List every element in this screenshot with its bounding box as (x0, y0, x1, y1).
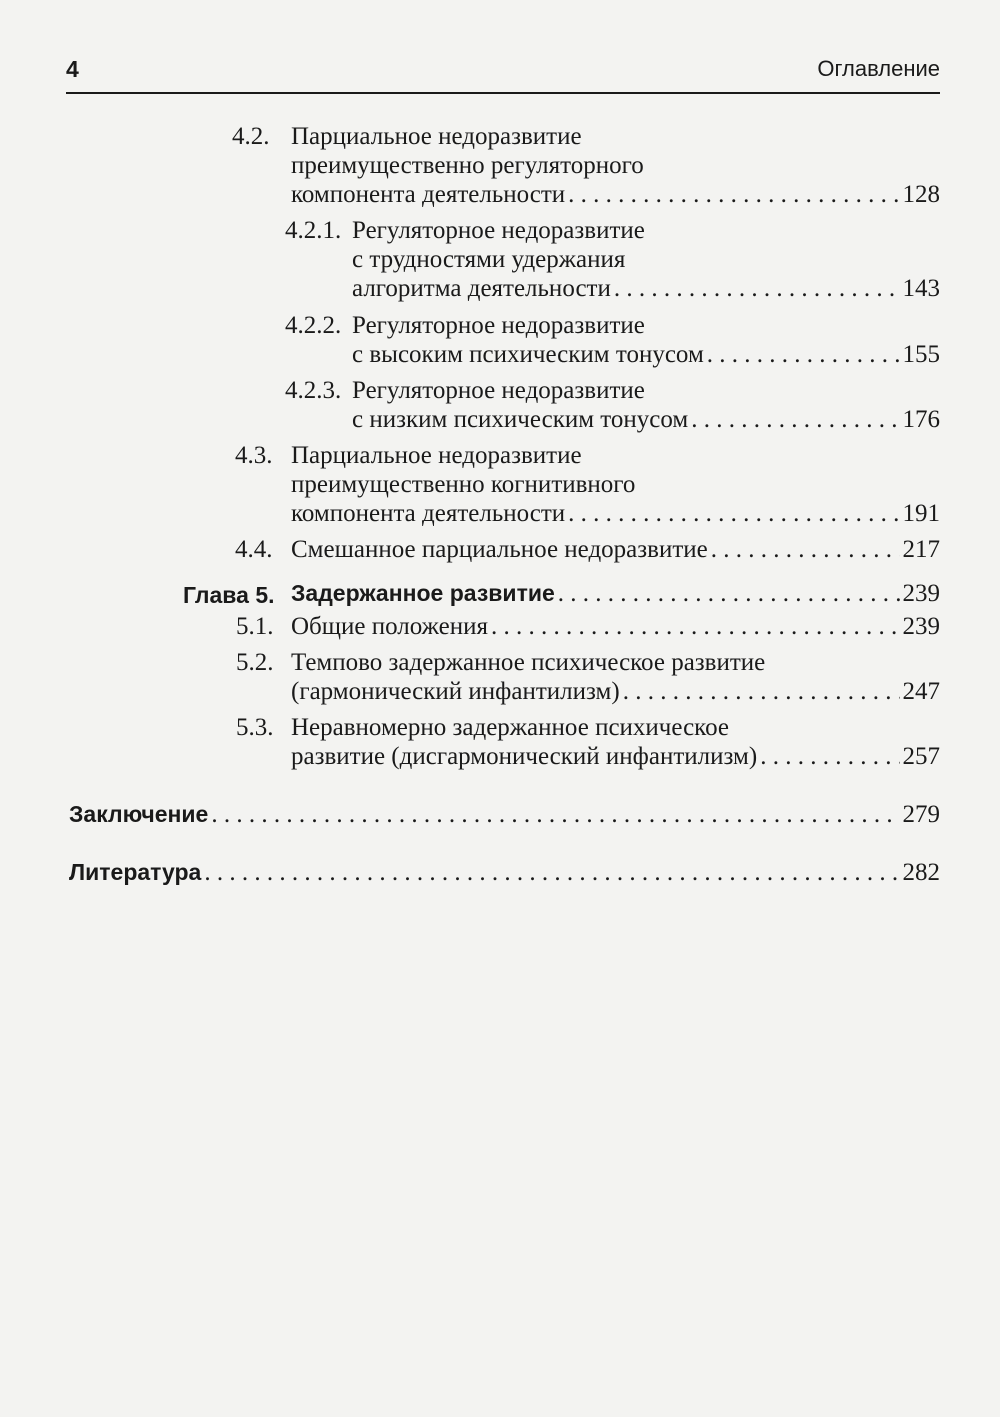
toc-entry-number: 4.2. (232, 123, 270, 150)
toc-page-number: 279 (902, 801, 940, 828)
page-number: 4 (66, 56, 79, 82)
toc-leader-dots (711, 535, 900, 564)
toc-leader-dots (707, 340, 900, 369)
toc-entry-number: 4.2.2. (285, 312, 342, 339)
toc-entry-title-line: Парциальное недоразвитие (291, 442, 582, 469)
toc-entry-title-line: Регуляторное недоразвитие (352, 377, 645, 404)
toc-section-title: Литература (69, 859, 202, 885)
toc-entry-title-line: с высоким психическим тонусом (352, 341, 704, 368)
toc-entry-title-line: с низким психическим тонусом (352, 406, 689, 433)
toc-entry-number: 4.3. (235, 442, 273, 469)
toc-section-title: Заключение (69, 801, 209, 827)
toc-entry-number: 4.4. (235, 536, 273, 563)
toc-page-number: 191 (902, 500, 940, 527)
toc-entry-title-line: развитие (дисгармонический инфантилизм) (291, 743, 758, 770)
toc-chapter-number: Глава 5. (183, 582, 275, 608)
toc-entry-title-line: Неравномерно задержанное психическое (291, 714, 729, 741)
toc-leader-dots (211, 800, 899, 829)
toc-leader-dots (691, 405, 899, 434)
toc-page-number: 176 (902, 406, 940, 433)
toc-leader-dots (204, 858, 899, 887)
toc-leader-dots (623, 677, 900, 706)
toc-page-number: 247 (902, 678, 940, 705)
toc-leader-dots (491, 612, 900, 641)
toc-leader-dots (558, 579, 900, 608)
running-title: Оглавление (817, 56, 940, 81)
toc-entry-title-line: Парциальное недоразвитие (291, 123, 582, 150)
toc-entry-number: 5.1. (236, 613, 274, 640)
toc-entry-title-line: преимущественно регуляторного (291, 152, 644, 179)
toc-entry-title-line: Общие положения (291, 613, 488, 640)
toc-leader-dots (568, 180, 899, 209)
toc-entry-title-line: (гармонический инфантилизм) (291, 678, 620, 705)
toc-entry-title-line: Регуляторное недоразвитие (352, 312, 645, 339)
toc-page-number: 128 (902, 181, 940, 208)
toc-entry-title-line: компонента деятельности (291, 500, 566, 527)
toc-entry-title-line: Смешанное парциальное недоразвитие (291, 536, 708, 563)
toc-chapter-title: Задержанное развитие (291, 580, 555, 606)
toc-entry-title-line: Темпово задержанное психическое развитие (291, 649, 766, 676)
toc-entry-number: 4.2.1. (285, 217, 342, 244)
toc-page-number: 143 (902, 275, 940, 302)
toc-entry-title-line: Регуляторное недоразвитие (352, 217, 645, 244)
toc-page-number: 217 (902, 536, 940, 563)
toc-entry-title-line: алгоритма деятельности (352, 275, 611, 302)
toc-leader-dots (614, 274, 900, 303)
toc-page-number: 239 (902, 613, 940, 640)
toc-leader-dots (568, 499, 899, 528)
toc-leader-dots (760, 742, 899, 771)
toc-entry-number: 5.3. (236, 714, 274, 741)
page-header (66, 52, 940, 94)
toc-page-number: 155 (902, 341, 940, 368)
toc-entry-number: 4.2.3. (285, 377, 342, 404)
toc-entry-title-line: с трудностями удержания (352, 246, 626, 273)
toc-entry-title-line: компонента деятельности (291, 181, 566, 208)
toc-entry-number: 5.2. (236, 649, 274, 676)
toc-page-number: 257 (902, 743, 940, 770)
toc-page-number: 282 (902, 859, 940, 886)
toc-entry-title-line: преимущественно когнитивного (291, 471, 636, 498)
toc-page-number: 239 (902, 580, 940, 607)
